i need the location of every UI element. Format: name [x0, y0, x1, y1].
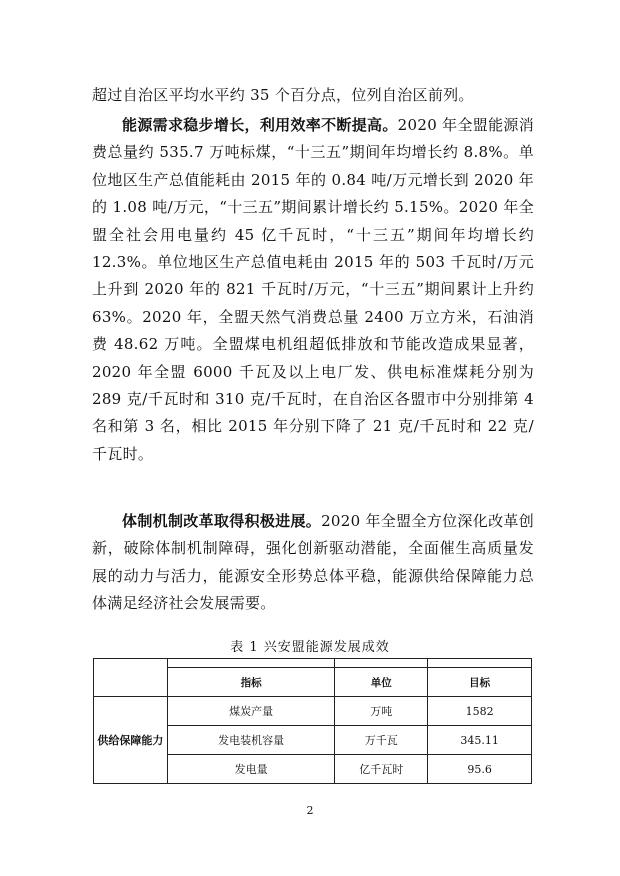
energy-table — [93, 658, 532, 784]
paragraph-energy-demand — [92, 112, 534, 468]
table-header-target: 目标 — [428, 668, 532, 697]
table-cell-unit: 亿千瓦时 — [335, 755, 428, 784]
paragraph-intro — [92, 82, 534, 109]
table-header-row — [94, 668, 532, 697]
table-header-indicator: 指标 — [167, 668, 335, 697]
table-header-blank — [94, 668, 168, 697]
page-number: 2 — [306, 804, 314, 817]
table-cell-indicator: 发电量 — [167, 755, 335, 784]
paragraph-energy-demand-heading: 能源需求稳步增长，利用效率不断提高。 — [122, 116, 398, 134]
paragraph-intro-text: 超过自治区平均水平约 35 个百分点，位列自治区前列。 — [92, 86, 474, 104]
table-cell-indicator: 发电装机容量 — [167, 726, 335, 755]
table-cell-unit: 万千瓦 — [335, 726, 428, 755]
table-header-unit: 单位 — [335, 668, 428, 697]
paragraph-reform-text: 2020 年全盟全方位深化改革创新，破除体制机制障碍，强化创新驱动潜能，全面催生高质量发展的动力与活力，能源安全形势总体平稳，能源供给保障能力总体满足经济社会发展需要。 — [92, 512, 534, 613]
table-row — [94, 697, 532, 726]
table-cell-target: 1582 — [428, 697, 532, 726]
table-cell-unit: 万吨 — [335, 697, 428, 726]
table-top-spacer-row — [94, 659, 532, 668]
paragraph-energy-demand-text: 2020 年全盟能源消费总量约 535.7 万吨标煤，“十三五”期间年均增长约 8.8%。单位地区生产总值能耗由 2015 年的 0.84 吨/万元增长到 2020 年的 1.08 吨/万元，“十三五”期间累计增长约 5.15%。2020 年全盟全社会用电量约 45 亿千瓦时，“十三五”期间年均增长约 12.3%。单位地区生产总值电耗由 2015 年的 503 千瓦时/万元上升到 2020 年的 821 千瓦时/万元，“十三五”期间累计上升约 63%。2020 年，全盟天然气消费总量 2400 万立方米，石油消费 48.62 万吨。全盟煤电机组超低排放和节能改造成果显著，2020 年全盟 6000 千瓦及以上电厂发、供电标准煤耗分别为 289 克/千瓦时和 310 克/千瓦时，在自治区各盟市中分别排第 4 名和第 3 名，相比 2015 年分别下降了 21 克/千瓦时和 22 克/千瓦时。 — [92, 116, 535, 463]
paragraph-reform — [92, 508, 534, 618]
table-group-label: 供给保障能力 — [94, 697, 168, 784]
table-cell-target: 345.11 — [428, 726, 532, 755]
table-caption: 表 1 兴安盟能源发展成效 — [230, 640, 390, 655]
table-cell-indicator: 煤炭产量 — [167, 697, 335, 726]
table-cell-target: 95.6 — [428, 755, 532, 784]
paragraph-reform-heading: 体制机制改革取得积极进展。 — [122, 512, 322, 530]
